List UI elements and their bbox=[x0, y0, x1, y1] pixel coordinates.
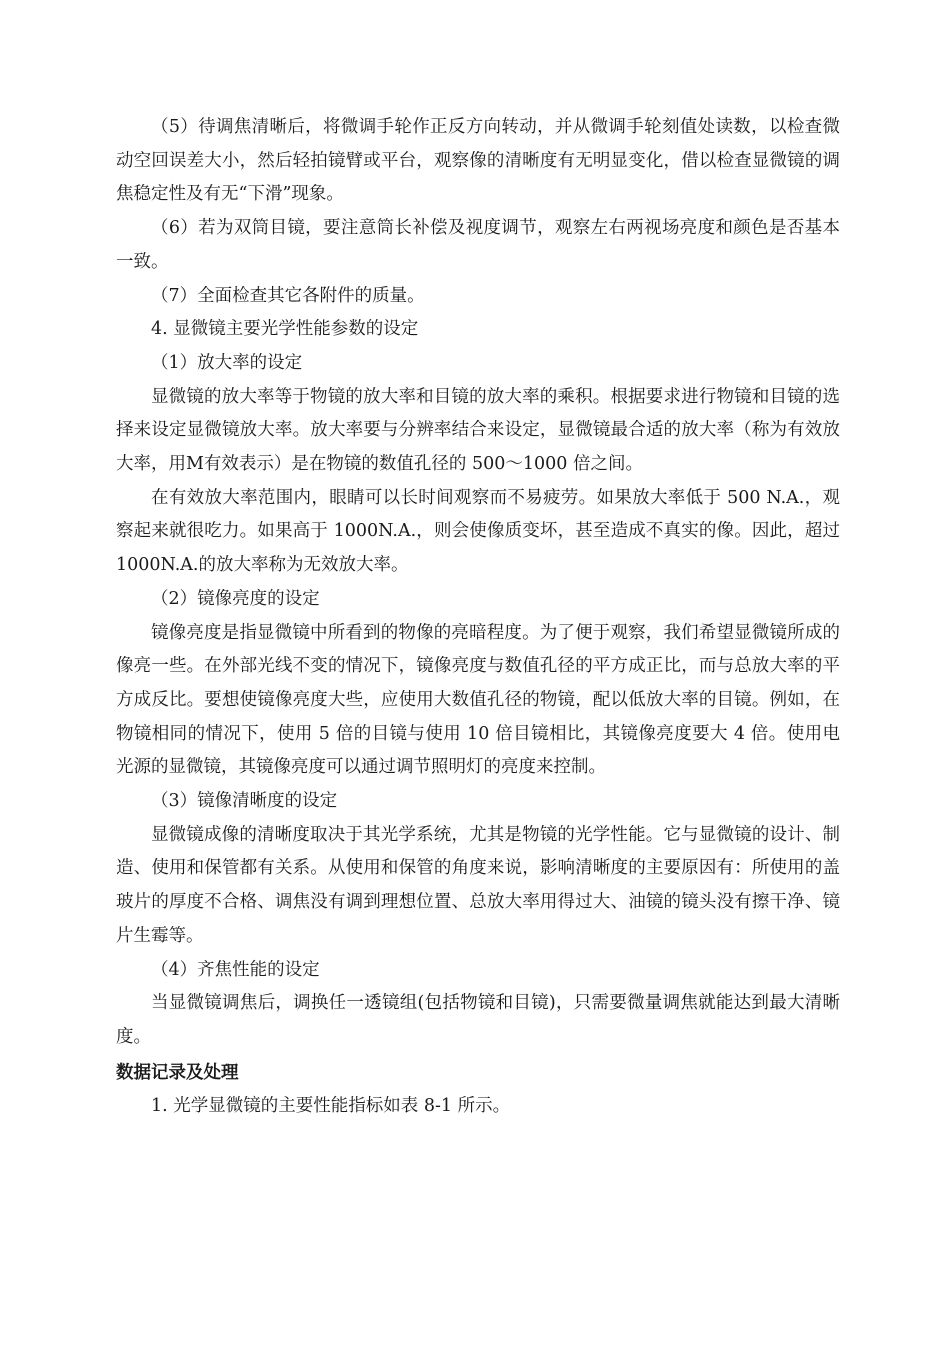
paragraph-brightness: 镜像亮度是指显微镜中所看到的物像的亮暗程度。为了便于观察，我们希望显微镜所成的像亮一些。在外部光线不变的情况下，镜像亮度与数值孔径的平方成正比，而与总放大率的平方成反比。要想使镜像亮度大些，应使用大数值孔径的物镜，配以低放大率的目镜。例如，在物镜相同的情况下，使用 5 倍的目镜与使用 10 倍目镜相比，其镜像亮度要大 4 倍。使用电光源的显微镜，其镜像亮度可以通过调节照明灯的亮度来控制。 bbox=[116, 622, 840, 778]
paragraph-magnification-1: 显微镜的放大率等于物镜的放大率和目镜的放大率的乘积。根据要求进行物镜和目镜的选择来设定显微镜放大率。放大率要与分辨率结合来设定，显微镜最合适的放大率（称为有效放大率，用M有效表示）是在物镜的数值孔径的 500～1000 倍之间。 bbox=[116, 386, 840, 475]
paragraph-parfocal: 当显微镜调焦后，调换任一透镜组(包括物镜和目镜)，只需要微量调焦就能达到最大清晰度。 bbox=[116, 993, 840, 1047]
paragraph-step-5: （5）待调焦清晰后，将微调手轮作正反方向转动，并从微调手轮刻值处读数，以检查微动空回误差大小，然后轻拍镜臂或平台，观察像的清晰度有无明显变化，借以检查显微镜的调焦稳定性及有无“下滑”现象。 bbox=[116, 117, 840, 205]
document-body bbox=[116, 111, 840, 1124]
paragraph-table-ref: 1. 光学显微镜的主要性能指标如表 8-1 所示。 bbox=[151, 1096, 511, 1117]
paragraph-step-7: （7）全面检查其它各附件的质量。 bbox=[151, 285, 425, 306]
paragraph-magnification-2: 在有效放大率范围内，眼睛可以长时间观察而不易疲劳。如果放大率低于 500 N.A.，观察起来就很吃力。如果高于 1000N.A.，则会使像质变坏，甚至造成不真实的像。因此，超过 1000N.A.的放大率称为无效放大率。 bbox=[116, 487, 840, 576]
paragraph-step-6: （6）若为双筒目镜，要注意筒长补偿及视度调节，观察左右两视场亮度和颜色是否基本一致。 bbox=[116, 218, 840, 272]
subheading-parfocal: （4）齐焦性能的设定 bbox=[151, 959, 320, 980]
section-heading-data: 数据记录及处理 bbox=[116, 1062, 239, 1083]
paragraph-clarity: 显微镜成像的清晰度取决于其光学系统，尤其是物镜的光学性能。它与显微镜的设计、制造、使用和保管都有关系。从使用和保管的角度来说，影响清晰度的主要原因有：所使用的盖玻片的厚度不合格、调焦没有调到理想位置、总放大率用得过大、油镜的镜头没有擦干净、镜片生霉等。 bbox=[116, 824, 840, 946]
subheading-brightness: （2）镜像亮度的设定 bbox=[151, 588, 320, 609]
subheading-clarity: （3）镜像清晰度的设定 bbox=[151, 791, 338, 812]
subheading-section-4: 4. 显微镜主要光学性能参数的设定 bbox=[151, 319, 419, 340]
subheading-magnification: （1）放大率的设定 bbox=[151, 352, 303, 373]
